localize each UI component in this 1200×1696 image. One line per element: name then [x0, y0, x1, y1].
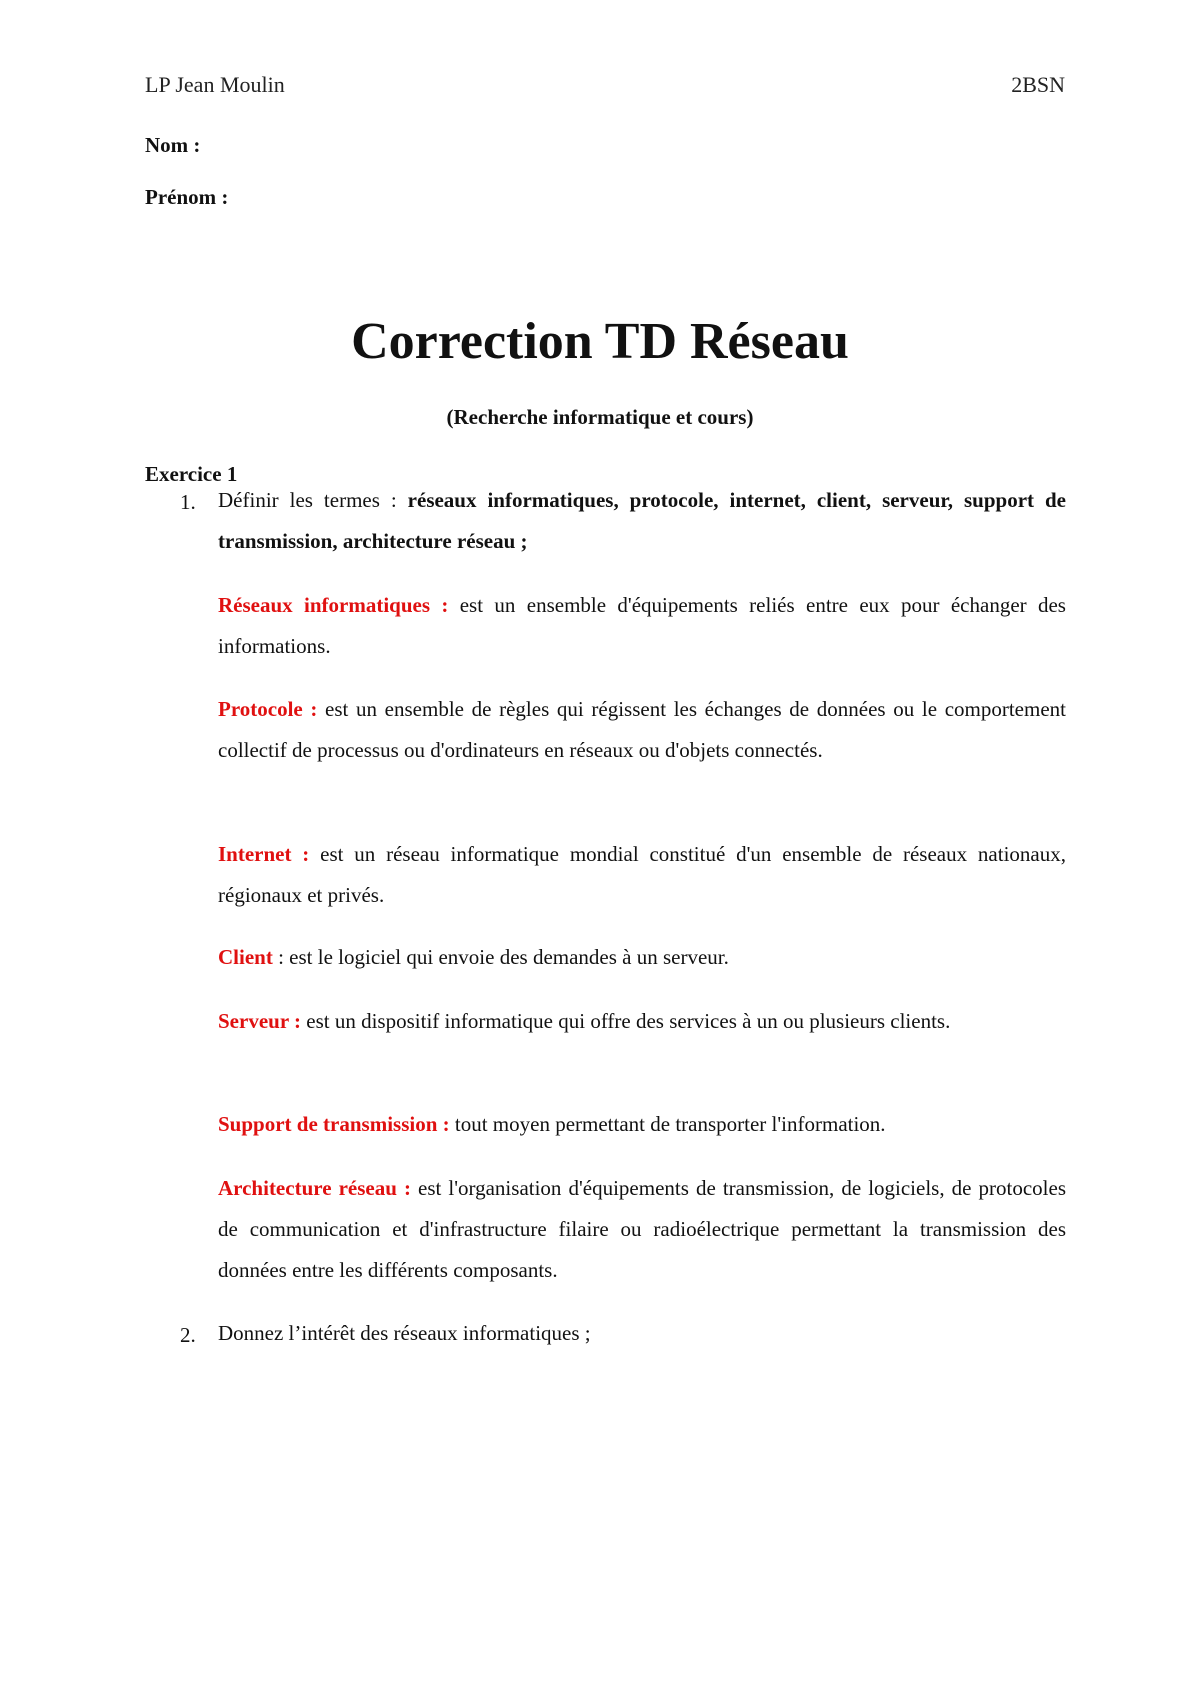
definition-reseaux — [218, 585, 1066, 667]
nom-label: Nom : — [145, 133, 201, 157]
definition-text: est le logiciel qui envoie des demandes à un serveur. — [289, 945, 729, 969]
definition-separator: : — [396, 1176, 418, 1200]
definition-term: Serveur — [218, 1009, 289, 1033]
definition-text: tout moyen permettant de transporter l'information. — [454, 1112, 886, 1136]
class-name: 2BSN — [1011, 72, 1065, 97]
definition-term: Architecture réseau — [218, 1176, 397, 1200]
definition-separator — [317, 697, 325, 721]
definition-text: est un dispositif informatique qui offre des services à un ou plusieurs clients. — [306, 1009, 951, 1033]
definition-internet — [218, 834, 1066, 916]
definition-text: est un ensemble d'équipements reliés entre eux pour échanger des informations. — [218, 593, 1066, 658]
question-1-terms: réseaux informatiques, protocole, internet, client, serveur, support de transmission, architecture réseau ; — [218, 488, 1066, 553]
definition-term: Protocole : — [218, 697, 318, 721]
definition-support — [218, 1104, 1066, 1145]
definition-text: est un ensemble de règles qui régissent les échanges de données ou le comportement collectif de processus ou d'ordinateurs en réseaux ou d'objets connectés. — [218, 697, 1066, 762]
definition-serveur — [218, 1001, 1066, 1042]
page-title: Correction TD Réseau — [351, 313, 849, 370]
question-1-intro: Définir les termes : — [218, 488, 408, 512]
definition-client — [218, 937, 1066, 978]
page-subtitle: (Recherche informatique et cours) — [446, 405, 754, 429]
prenom-label: Prénom : — [145, 185, 229, 209]
question-2-number: 2. — [180, 1323, 196, 1347]
exercise-heading: Exercice 1 — [145, 462, 238, 486]
definition-term: Internet : — [218, 842, 310, 866]
question-2: Donnez l’intérêt des réseaux informatiques ; — [218, 1321, 591, 1345]
definition-text: est un réseau informatique mondial constitué d'un ensemble de réseaux nationaux, régionaux et privés. — [218, 842, 1066, 907]
definition-text: est l'organisation d'équipements de transmission, de logiciels, de protocoles de communication et d'infrastructure filaire ou radioélectrique permettant la transmission des données entre les différents composants. — [218, 1176, 1067, 1282]
definition-separator — [309, 842, 320, 866]
definition-term: Support de transmission — [218, 1112, 438, 1136]
definition-protocole — [218, 689, 1066, 771]
page-header — [145, 72, 1065, 98]
question-1-number: 1. — [180, 490, 196, 514]
question-1 — [218, 480, 1066, 562]
school-name: LP Jean Moulin — [145, 72, 285, 97]
definition-separator: : — [288, 1009, 307, 1033]
definition-architecture — [218, 1168, 1066, 1291]
definition-separator: : — [437, 1112, 455, 1136]
definition-term: Client — [218, 945, 273, 969]
definition-separator: : — [272, 945, 290, 969]
definition-separator: : — [430, 593, 460, 617]
definition-term: Réseaux informatiques — [218, 593, 431, 617]
